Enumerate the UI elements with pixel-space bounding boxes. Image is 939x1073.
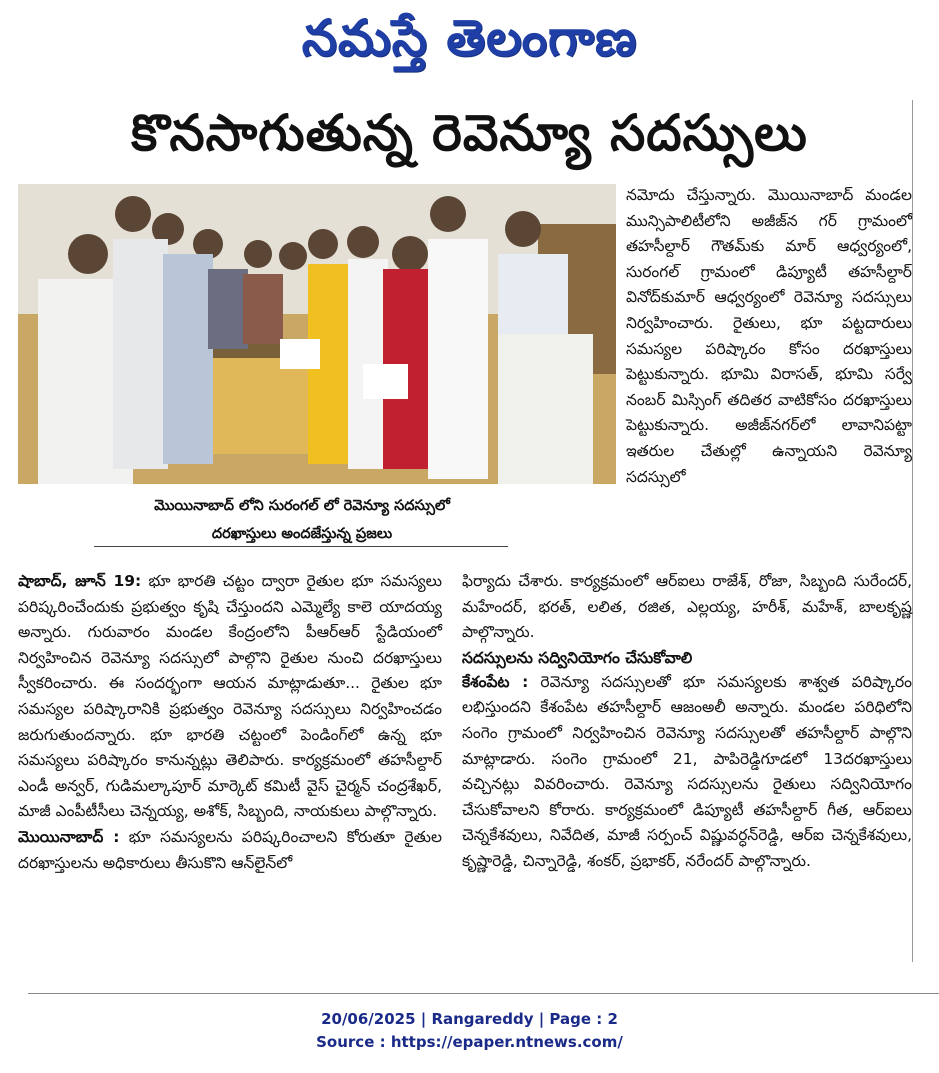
article-paragraph: ఫిర్యాదు చేశారు. కార్యక్రమంలో ఆర్ఐలు రాజేశ్, రోజా, సిబ్బంది సురేందర్, మహేందర్, భరత్, లలిత, రజిత, ఎల్లయ్య, హరీశ్, మహేశ్, బాలకృష్ణ పాల్గొన్నారు. bbox=[462, 572, 912, 642]
footer-source: Source : https://epaper.ntnews.com/ bbox=[316, 1033, 623, 1051]
dateline: షాబాద్, జూన్ 19: bbox=[18, 572, 142, 590]
article-paragraph bbox=[18, 825, 442, 876]
photo-caption-line-2: దరఖాస్తులు అందజేస్తున్న ప్రజలు bbox=[211, 526, 393, 542]
article-photo bbox=[18, 184, 616, 484]
article-column-right-top bbox=[626, 183, 912, 490]
paragraph-text: రెవెన్యూ సదస్సులతో భూ సమస్యలకు శాశ్వత పరిష్కారం లభిస్తుందని కేశంపేట తహసీల్దార్ ఆజంఅలీ అన్నారు. మండల పరిధిలోని సంగెం గ్రామంలో నిర్వహించిన రెవెన్యూ సదస్సులతో తహసీల్దార్ పాల్గొని మాట్లాడారు. సంగెం గ్రామంలో 21, పాపిరెడ్డిగూడలో 13దరఖాస్తులు వచ్చినట్లు వివరించారు. రెవెన్యూ సదస్సులను రైతులు సద్వినియోగం చేసుకోవాలని కోరారు. కార్యక్రమంలో డిప్యూటీ తహసీల్దార్ గీత, ఆర్ఐలు చెన్నకేశవులు, నివేదిత, మాజీ సర్పంచ్ విష్ణువర్ధన్‌రెడ్డి, ఆర్ఐ చెన్నకేశవులు, కృష్ణారెడ్డి, చిన్నారెడ్డి, శంకర్, ప్రభాకర్, నరేందర్ పాల్గొన్నారు. bbox=[462, 672, 912, 870]
column-divider bbox=[912, 100, 913, 962]
article-column-right-bottom bbox=[462, 569, 912, 875]
article-paragraph bbox=[18, 569, 442, 825]
footer-divider bbox=[28, 993, 939, 994]
masthead bbox=[0, 0, 939, 82]
paragraph-text: భూ భారతి చట్టం ద్వారా రైతుల భూ సమస్యలు పరిష్కరించేందుకు ప్రభుత్వం కృషి చేస్తుందని ఎమ్మెల్యే కాలె యాదయ్య అన్నారు. గురువారం మండల కేంద్రంలోని పీఆర్ఆర్ స్టేడియంలో నిర్వహించిన రెవెన్యూ సదస్సులో పాల్గొని రైతుల నుంచి దరఖాస్తులు స్వీకరించారు. ఈ సందర్భంగా ఆయన మాట్లాడుతూ... రైతుల భూ సమస్యల పరిష్కారానికి ప్రభుత్వం రెవెన్యూ సదస్సులు నిర్వహించడం జరుగుతుందన్నారు. భూ భారతి చట్టంలో పెండింగ్‌లో ఉన్న భూ సమస్యలు పరిష్కారం కానున్నట్లు తెలిపారు. కార్యక్రమంలో తహసీల్దార్ ఎండీ అన్వర్, గుడిమల్కాపూర్ మార్కెట్ కమిటీ వైస్ చైర్మన్ చంద్రశేఖర్, మాజీ ఎంపీటీసీలు చెన్నయ్య, అశోక్, సిబ్బంది, నాయకులు పాల్గొన్నారు. bbox=[18, 572, 442, 821]
dateline: మొయినాబాద్ : bbox=[18, 827, 120, 846]
article-headline: కొనసాగుతున్న రెవెన్యూ సదస్సులు bbox=[131, 104, 808, 162]
paragraph-text: భూ సమస్యలను పరిష్కరించాలని కోరుతూ రైతుల దరఖాస్తులను అధికారులు తీసుకొని ఆన్‌లైన్‌లో bbox=[18, 827, 442, 872]
caption-underline bbox=[94, 546, 508, 547]
article-paragraph: నమోదు చేస్తున్నారు. మొయినాబాద్ మండల మున్సిపాలిటీలోని అజీజ్‌న గర్ గ్రామంలో తహసీల్దార్ గౌతమ్‌కు మార్ ఆధ్వర్యంలో, సురంగల్ గ్రామంలో డిప్యూటీ తహసీల్దార్ వినోద్‌కుమార్ ఆధ్వర్యంలో రెవెన్యూ సదస్సులు నిర్వహించారు. రైతులు, భూ పట్టదారులు సమస్యల పరిష్కారం కోసం దరఖాస్తులు పెట్టుకున్నారు. భూమి విరాసత్, భూమి సర్వే నంబర్ మిస్సింగ్ తదితర వాటికోసం దరఖాస్తులు పెట్టుకున్నారు. అజీజ్‌నగర్‌లో లావానిపట్టా ఇతరుల చేతుల్లో ఉన్నాయని రెవెన్యూ సదస్సులో bbox=[626, 186, 912, 486]
dateline: కేశంపేట : bbox=[462, 672, 529, 691]
footer-date-edition: 20/06/2025 | Rangareddy | Page : 2 bbox=[321, 1010, 618, 1028]
article-column-left bbox=[18, 569, 442, 876]
photo-illustration bbox=[18, 184, 616, 484]
article-subhead: సదస్సులను సద్వినియోగం చేసుకోవాలి bbox=[462, 648, 693, 667]
article-paragraph bbox=[462, 670, 912, 875]
photo-caption-line-1: మొయినాబాద్ లోని సురంగల్ లో రెవెన్యూ సదస్సులో bbox=[154, 498, 450, 514]
photo-caption bbox=[96, 492, 508, 548]
newspaper-logo: నమస్తే తెలంగాణ bbox=[301, 9, 638, 67]
